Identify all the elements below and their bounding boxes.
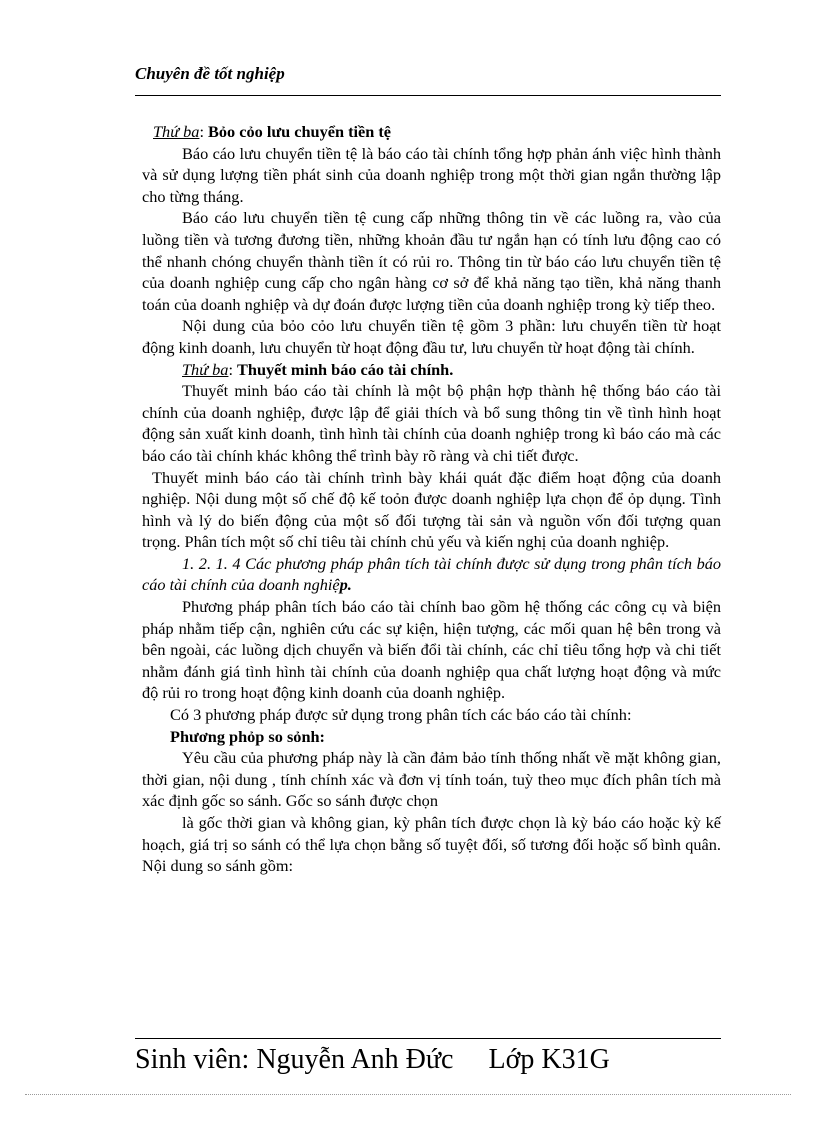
page-bottom-border [25,1094,791,1095]
method-heading: Phương phỏp so sỏnh: [170,726,325,746]
paragraph: Nội dung của bỏo cỏo lưu chuyển tiền tệ gồm 3 phần: lưu chuyển tiền từ hoạt động kinh doanh, lưu chuyển từ hoạt động đầu tư, lưu chuyển từ hoạt động tài chính. [142,316,721,357]
header-rule [135,95,721,96]
paragraph: là gốc thời gian và không gian, kỳ phân tích được chọn là kỳ báo cáo hoặc kỳ kế hoạch, giá trị so sánh có thể lựa chọn bằng số tuyệt đối, số tương đối hoặc số bình quân. Nội dung so sánh gồm: [142,813,721,876]
paragraph: Thuyết minh báo cáo tài chính trình bày khái quát đặc điểm hoạt động của doanh nghiệp. Nội dung một số chế độ kế toỏn được doanh nghiệp lựa chọn để ỏp dụng. Tình hình và lý do biến động của một số đối tượng tài sản và nguồn vốn đối tượng quan trọng. Phân tích một số chỉ tiêu tài chính chủ yếu và kiến nghị của doanh nghiệp. [142,467,721,552]
page-footer [135,1044,735,1076]
page-header-title: Chuyên đề tốt nghiệp [135,64,285,83]
paragraph: Phương pháp phân tích báo cáo tài chính bao gồm hệ thống các công cụ và biện pháp nhằm tiếp cận, nghiên cứu các sự kiện, hiện tượng, các mối quan hệ bên trong và bên ngoài, các luồng dịch chuyển và biến đổi tài chính, các chỉ tiêu tổng hợp và chi tiết nhằm đánh giá tình hình tài chính của doanh nghiệp qua chất lượng hoạt động và mức độ rủi ro trong hoạt động kinh doanh của doanh nghiệp. [142,597,721,703]
section-heading: Thứ ba: Bỏo cỏo lưu chuyển tiền tệ [153,122,392,141]
section-label: Thứ ba [182,359,229,379]
footer-class: Lớp K31G [488,1044,610,1075]
paragraph: Thuyết minh báo cáo tài chính là một bộ phận hợp thành hệ thống báo cáo tài chính của doanh nghiệp, được lập để giải thích và bổ sung thông tin về tình hình hoạt động sản xuất kinh doanh, tình hình tài chính của doanh nghiệp trong kì báo cáo mà các báo cáo tài chính khác không thể trình bày rõ ràng và chi tiết được. [142,381,721,465]
paragraph: Có 3 phương pháp được sử dụng trong phân tích các báo cáo tài chính: [170,705,632,725]
section-heading: Thứ ba: Thuyết minh báo cáo tài chính. [182,359,454,379]
paragraph: Yêu cầu của phương pháp này là cần đảm bảo tính thống nhất về mặt không gian, thời gian, nội dung , tính chính xác và đơn vị tính toán, tuỳ theo mục đích phân tích mà xác định gốc so sánh. Gốc so sánh được chọn [142,748,721,811]
footer-rule [135,1038,721,1039]
section-label: Thứ ba [153,122,200,141]
subsection-title-end: p. [339,575,352,595]
section-title: Thuyết minh báo cáo tài chính. [237,359,454,379]
paragraph: Báo cáo lưu chuyển tiền tệ cung cấp những thông tin về các luồng ra, vào của luồng tiền và tương đương tiền, những khoản đầu tư ngắn hạn có tính lưu động cao có thể nhanh chóng chuyển thành tiền ít có rủi ro. Thông tin từ báo cáo lưu chuyển tiền tệ của doanh nghiệp cung cấp cho ngân hàng cơ sở để khả năng tạo tiền, khả năng thanh toán của doanh nghiệp và dự đoán được lượng tiền của doanh nghiệp trong kỳ tiếp theo. [142,208,721,314]
footer-student: Sinh viên: Nguyễn Anh Đức [135,1044,454,1075]
subsection-heading [142,553,721,596]
paragraph: Báo cáo lưu chuyển tiền tệ là báo cáo tài chính tổng hợp phản ánh việc hình thành và sử dụng lượng tiền phát sinh của doanh nghiệp trong một thời gian ngắn thường lập cho từng tháng. [142,143,721,206]
subsection-title: 1. 2. 1. 4 Các phương pháp phân tích tài chính được sử dụng trong phân tích báo cáo tài chính của doanh nghiệ [142,553,721,595]
section-title: Bỏo cỏo lưu chuyển tiền tệ [208,122,392,141]
document-body [142,121,721,877]
